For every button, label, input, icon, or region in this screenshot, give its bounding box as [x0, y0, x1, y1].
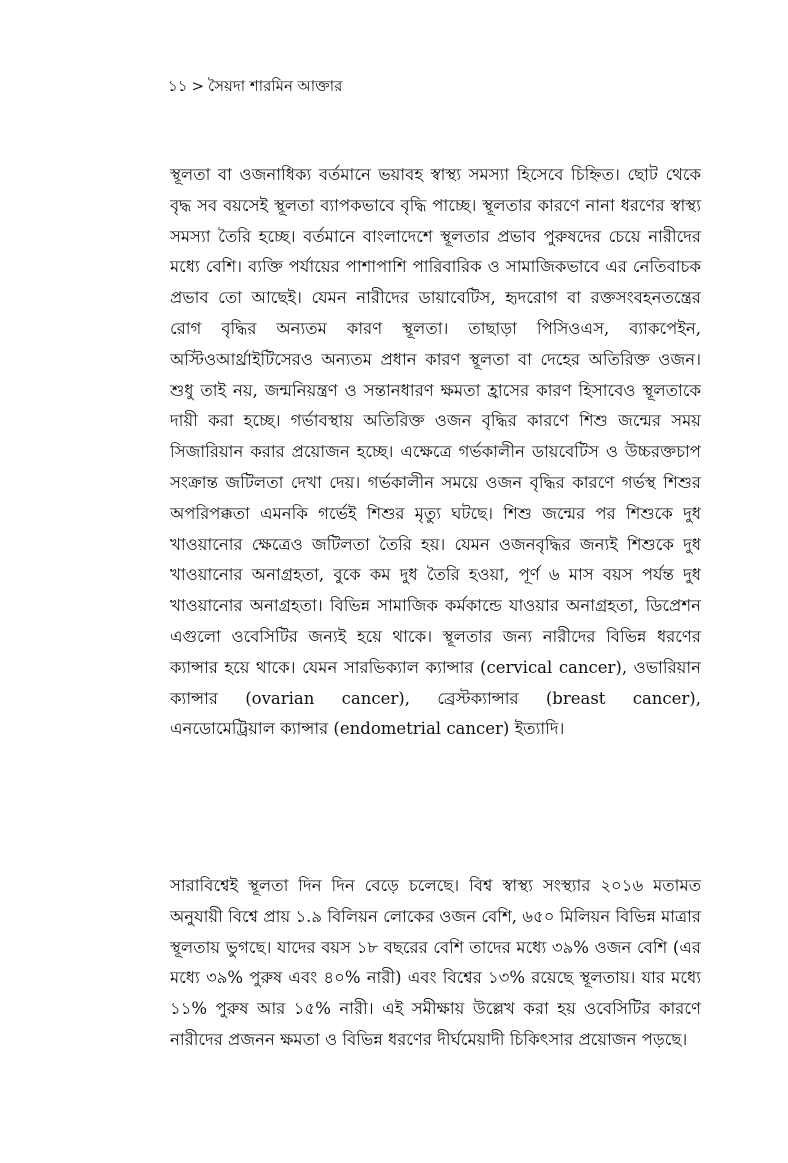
paragraph-obesity-effects: স্থূলতা বা ওজনাধিক্য বর্তমানে ভয়াবহ স্বাস্থ্য সমস্যা হিসেবে চিহ্নিত। ছোট থেকে বৃদ্ধ সব বয়সেই স্থূলতা ব্যাপকভাবে বৃদ্ধি পাচ্ছে। স্থূলতার কারণে নানা ধরণের স্বাস্থ্য সমস্যা তৈরি হচ্ছে। বর্তমানে বাংলাদেশে স্থূলতার প্রভাব পুরুষদের চেয়ে নারীদের মধ্যে বেশি। ব্যক্তি পর্যায়ের পাশাপাশি পারিবারিক ও সামাজিকভাবে এর নেতিবাচক প্রভাব তো আছেই। যেমন নারীদের ডায়াবেটিস, হৃদরোগ বা রক্তসংবহনতন্ত্রের রোগ বৃদ্ধির অন্যতম কারণ স্থূলতা। তাছাড়া পিসিওএস, ব্যাকপেইন, অস্টিওআর্থ্রাইটিসেরও অন্যতম প্রধান কারণ স্থূলতা বা দেহের অতিরিক্ত ওজন। শুধু তাই নয়, জন্মনিয়ন্ত্রণ ও সন্তানধারণ ক্ষমতা হ্রাসের কারণ হিসাবেও স্থূলতাকে দায়ী করা হচ্ছে। গর্ভাবস্থায় অতিরিক্ত ওজন বৃদ্ধির কারণে শিশু জন্মের সময় সিজারিয়ান করার প্রয়োজন হচ্ছে। এক্ষেত্রে গর্ভকালীন ডায়বেটিস ও উচ্চরক্তচাপ সংক্রান্ত জটিলতা দেখা দেয়। গর্ভকালীন সময়ে ওজন বৃদ্ধির কারণে গর্ভস্থ শিশুর অপরিপক্কতা এমনকি গর্ভেই শিশুর মৃত্যু ঘটছে। শিশু জন্মের পর শিশুকে দুধ খাওয়ানোর ক্ষেত্রেও জটিলতা তৈরি হয়। যেমন ওজনবৃদ্ধির জন্যই শিশুকে দুধ খাওয়ানোর অনাগ্রহতা, বুকে কম দুধ তৈরি হওয়া, পূর্ণ ৬ মাস বয়স পর্যন্ত দুধ খাওয়ানোর অনাগ্রহতা। বিভিন্ন সামাজিক কর্মকান্ডে যাওয়ার অনাগ্রহতা, ডিপ্রেশন এগুলো ওবেসিটির জন্যই হয়ে থাকে। স্থূলতার জন্য নারীদের বিভিন্ন ধরণের ক্যান্সার হয়ে থাকে। যেমন সারভিক্যাল ক্যান্সার (cervical cancer), ওভারিয়ান ক্যান্সার (ovarian cancer), ব্রেস্টক্যান্সার (breast cancer), এনডোমেট্রিয়াল ক্যান্সার (endometrial cancer) ইত্যাদি।: [170, 165, 701, 739]
header-author: সৈয়দা শারমিন আক্তার: [208, 77, 343, 95]
running-header: [168, 76, 342, 96]
paragraph-global-statistics: সারাবিশ্বেই স্থূলতা দিন দিন বেড়ে চলেছে। বিশ্ব স্বাস্থ্য সংস্থ্যার ২০১৬ মতামত অনুযায়ী বিশ্বে প্রায় ১.৯ বিলিয়ন লোকের ওজন বেশি, ৬৫০ মিলিয়ন বিভিন্ন মাত্রার স্থূলতায় ভুগছে। যাদের বয়স ১৮ বছরের বেশি তাদের মধ্যে ৩৯% ওজন বেশি (এর মধ্যে ৩৯% পুরুষ এবং ৪০% নারী) এবং বিশ্বের ১৩% রয়েছে স্থূলতায়। যার মধ্যে ১১% পুরুষ আর ১৫% নারী। এই সমীক্ষায় উল্লেখ করা হয় ওবেসিটির কারণে নারীদের প্রজনন ক্ষমতা ও বিভিন্ন ধরণের দীর্ঘমেয়াদী চিকিৎসার প্রয়োজন পড়ছে।: [170, 876, 701, 1049]
page-number: ১১: [168, 77, 188, 95]
header-separator: >: [191, 77, 205, 95]
